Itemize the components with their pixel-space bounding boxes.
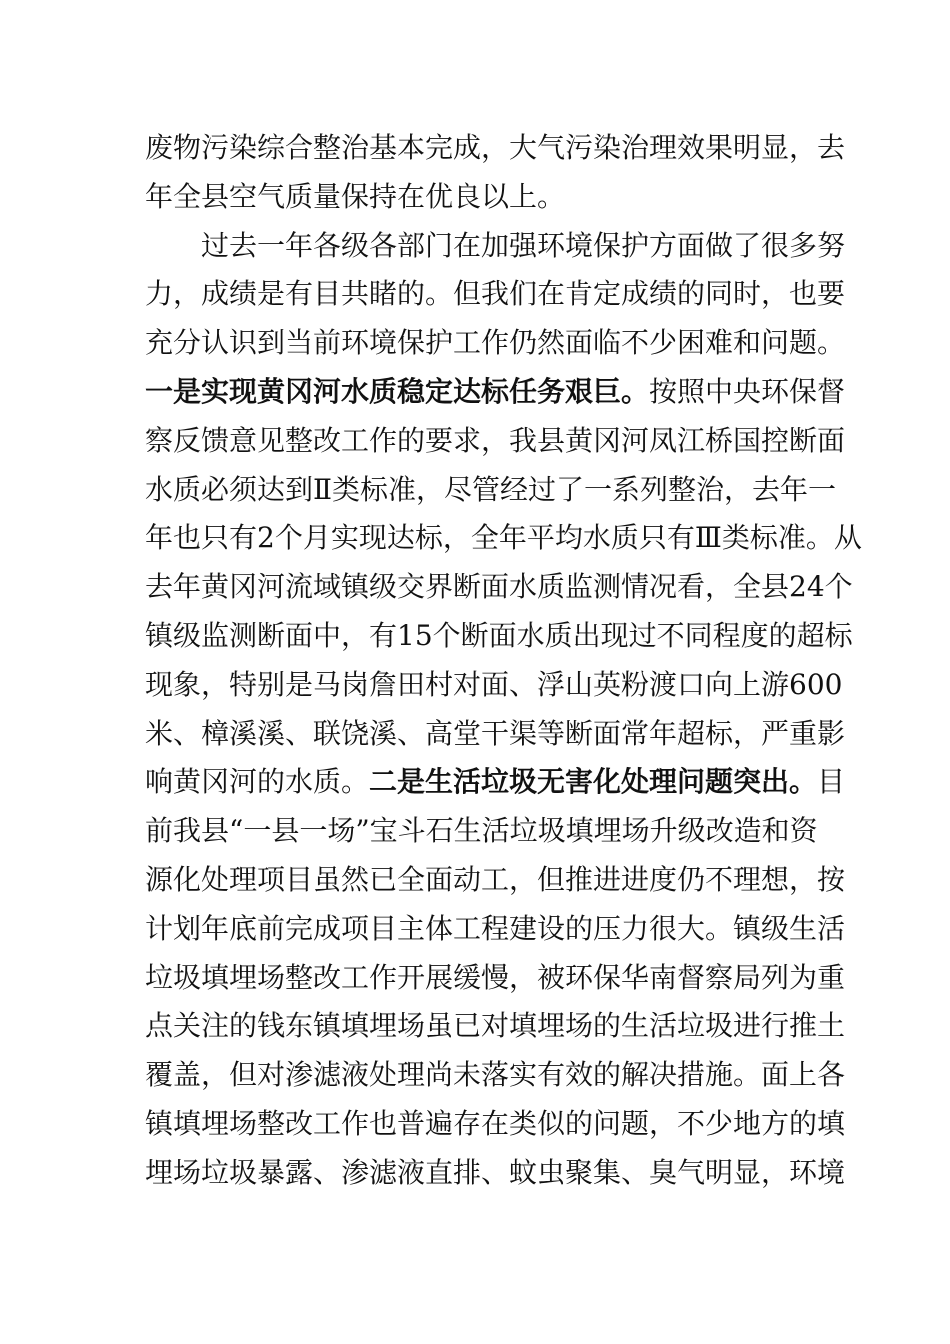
line-text: 响黄冈河的水质。 <box>145 765 370 799</box>
line-text: 计划年底前完成项目主体工程建设的压力很大。镇级生活 <box>145 911 846 945</box>
text-line <box>145 319 846 368</box>
bold-heading-text: 二是生活垃圾无害化处理问题突出。 <box>369 765 818 799</box>
text-line <box>145 124 846 173</box>
line-text: 垃圾填埋场整改工作开展缓慢，被环保华南督察局列为重 <box>145 960 846 994</box>
line-text: 水质必须达到Ⅱ类标准，尽管经过了一系列整治，去年一 <box>145 472 837 506</box>
line-text: 察反馈意见整改工作的要求，我县黄冈河凤江桥国控断面 <box>145 423 846 457</box>
line-text: 埋场垃圾暴露、渗滤液直排、蚊虫聚集、臭气明显，环境 <box>145 1155 846 1189</box>
text-line <box>145 954 846 1003</box>
line-text: 覆盖，但对渗滤液处理尚未落实有效的解决措施。面上各 <box>145 1058 846 1092</box>
text-line <box>145 563 853 612</box>
text-line <box>145 807 818 856</box>
text-line <box>145 1051 846 1100</box>
text-line <box>145 173 809 222</box>
line-text: 充分认识到当前环境保护工作仍然面临不少困难和问题。 <box>145 326 846 360</box>
text-line <box>145 270 846 319</box>
text-line <box>145 1149 846 1198</box>
line-text: 按照中央环保督 <box>649 374 846 408</box>
text-line <box>145 222 846 271</box>
text-line <box>145 661 843 710</box>
line-text: 目 <box>817 765 846 799</box>
line-text: 过去一年各级各部门在加强环境保护方面做了很多努 <box>201 228 846 262</box>
text-line <box>145 417 846 466</box>
body-text <box>145 124 862 1198</box>
line-text: 年全县空气质量保持在优良以上。 <box>145 179 566 213</box>
bold-heading-text: 一是实现黄冈河水质稳定达标任务艰巨。 <box>145 374 650 408</box>
text-line <box>145 1002 846 1051</box>
text-line <box>145 758 846 807</box>
line-text: 年也只有2个月实现达标，全年平均水质只有Ⅲ类标准。从 <box>145 521 862 555</box>
text-line <box>145 905 846 954</box>
text-line <box>145 368 846 417</box>
text-line <box>145 1100 846 1149</box>
line-text: 废物污染综合整治基本完成，大气污染治理效果明显，去 <box>145 131 846 164</box>
text-line <box>145 710 846 759</box>
line-text: 源化处理项目虽然已全面动工，但推进进度仍不理想，按 <box>145 862 846 896</box>
line-text: 现象，特别是马岗詹田村对面、浮山英粉渡口向上游600 <box>145 667 843 701</box>
line-text: 镇填埋场整改工作也普遍存在类似的问题，不少地方的填 <box>145 1106 846 1140</box>
line-text: 镇级监测断面中，有15个断面水质出现过不同程度的超标 <box>145 618 853 652</box>
text-line <box>145 466 837 515</box>
text-line <box>145 612 853 661</box>
line-text: 去年黄冈河流域镇级交界断面水质监测情况看，全县24个 <box>145 570 853 604</box>
line-text: 米、樟溪溪、联饶溪、高堂干渠等断面常年超标，严重影 <box>145 716 846 750</box>
text-line <box>145 856 846 905</box>
line-text: 力，成绩是有目共睹的。但我们在肯定成绩的同时，也要 <box>145 277 846 311</box>
text-line <box>145 514 862 563</box>
line-text: 前我县“一县一场”宝斗石生活垃圾填埋场升级改造和资 <box>145 814 818 848</box>
line-text: 点关注的钱东镇填埋场虽已对填埋场的生活垃圾进行推土 <box>145 1009 846 1043</box>
